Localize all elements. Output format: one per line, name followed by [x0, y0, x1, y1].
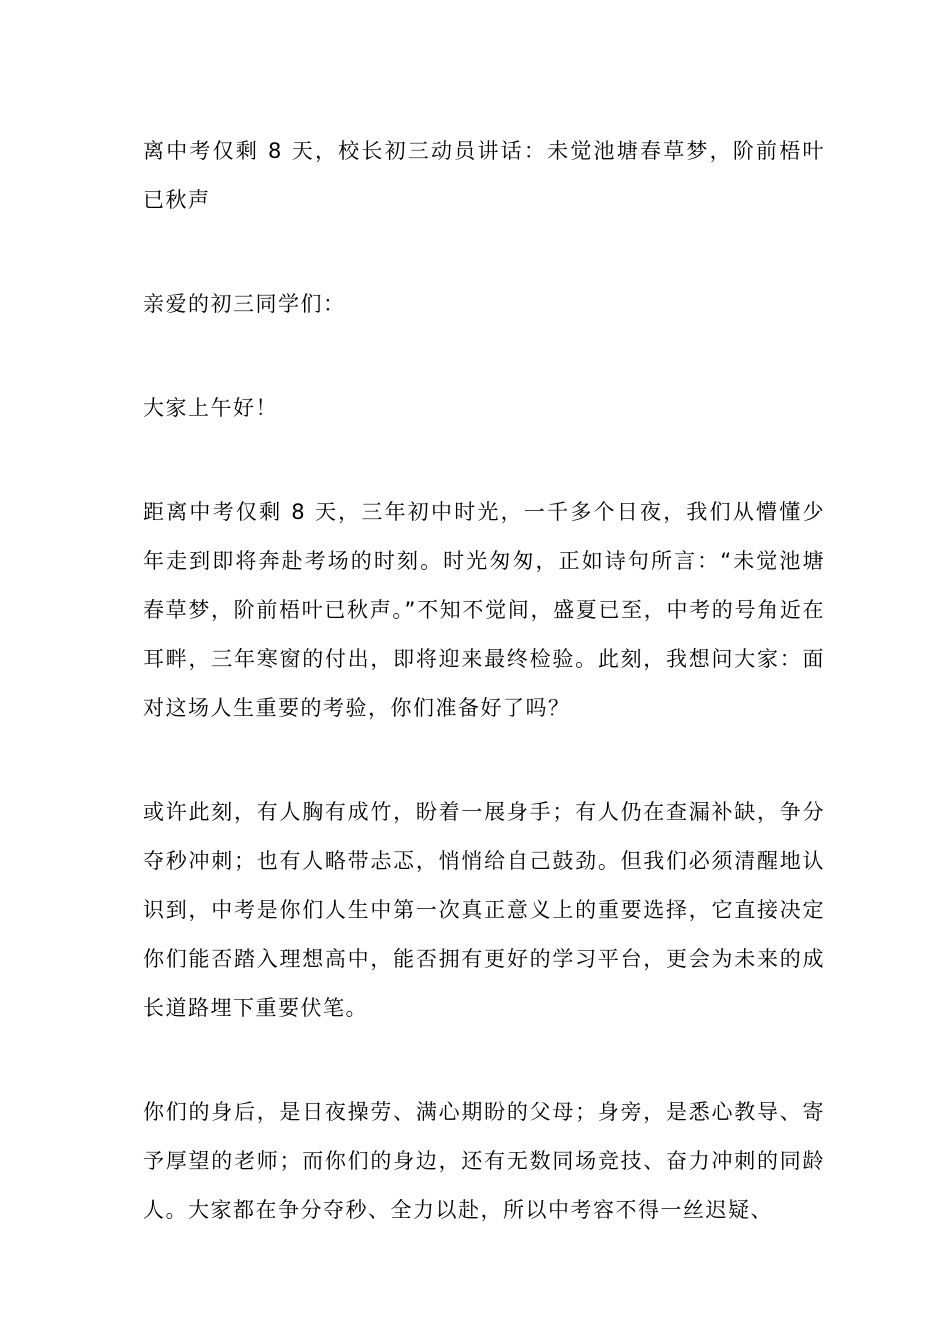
paragraph-spacer	[143, 329, 825, 384]
paragraph-spacer	[143, 1033, 825, 1088]
document-body	[143, 127, 825, 1235]
paragraph-2: 或许此刻，有人胸有成竹，盼着一展身手；有人仍在查漏补缺，争分夺秒冲刺；也有人略带忐忑，悄悄给自己鼓劲。但我们必须清醒地认识到，中考是你们人生中第一次真正意义上的重要选择，它直接决定你们能否踏入理想高中，能否拥有更好的学习平台，更会为未来的成长道路埋下重要伏笔。	[143, 800, 825, 1020]
document-title: 离中考仅剩 8 天，校长初三动员讲话：未觉池塘春草梦，阶前梧叶已秋声	[143, 139, 825, 212]
greeting: 大家上午好！	[143, 396, 278, 420]
paragraph-spacer	[143, 433, 825, 488]
paragraph-3: 你们的身后，是日夜操劳、满心期盼的父母；身旁，是悉心教导、寄予厚望的老师；而你们的身边，还有无数同场竞技、奋力冲刺的同龄人。大家都在争分夺秒、全力以赴，所以中考容不得一丝迟疑、	[143, 1100, 825, 1222]
paragraph-spacer	[143, 733, 825, 788]
salutation: 亲爱的初三同学们：	[143, 292, 346, 316]
paragraph-spacer	[143, 225, 825, 280]
paragraph-1: 距离中考仅剩 8 天，三年初中时光，一千多个日夜，我们从懵懂少年走到即将奔赴考场的时刻。时光匆匆，正如诗句所言：“未觉池塘春草梦，阶前梧叶已秋声。”不知不觉间，盛夏已至，中考的号角近在耳畔，三年寒窗的付出，即将迎来最终检验。此刻，我想问大家：面对这场人生重要的考验，你们准备好了吗？	[143, 500, 825, 720]
